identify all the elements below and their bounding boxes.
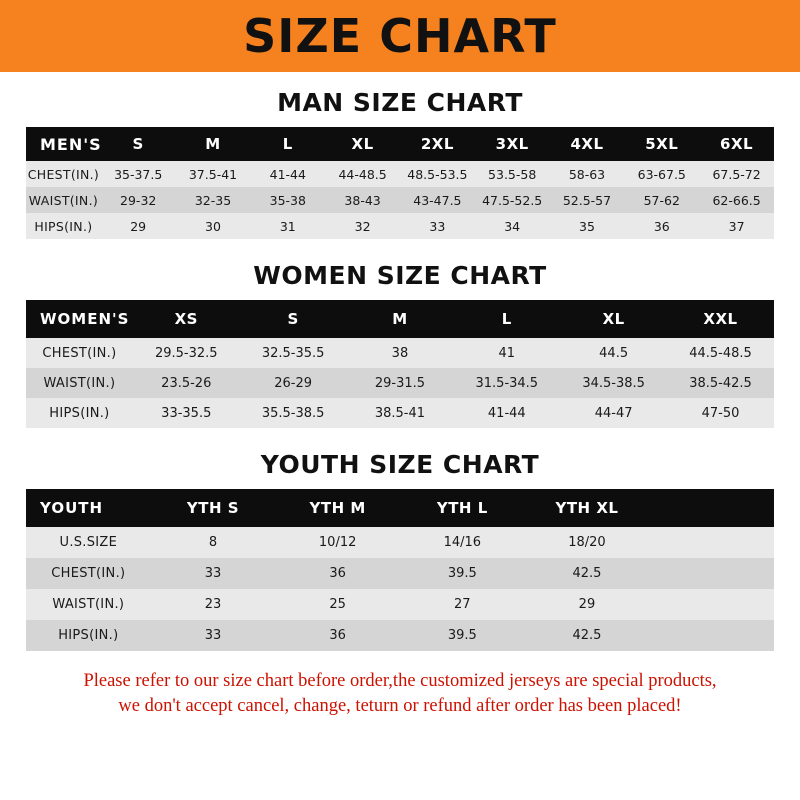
youth-header-yth-xl: YTH XL	[525, 489, 650, 527]
table-header-row	[26, 127, 774, 161]
cell: 8	[151, 527, 276, 558]
cell: 34.5-38.5	[560, 368, 667, 398]
cell: 33-35.5	[133, 398, 240, 428]
row-label: U.S.SIZE	[26, 527, 151, 558]
table-header-row	[26, 489, 774, 527]
cell: 48.5-53.5	[400, 161, 475, 187]
cell	[649, 620, 774, 651]
cell: 42.5	[525, 558, 650, 589]
cell: 23	[151, 589, 276, 620]
cell	[649, 589, 774, 620]
table-row	[26, 398, 774, 428]
youth-header-yth-m: YTH M	[275, 489, 400, 527]
cell: 26-29	[240, 368, 347, 398]
women-header-s: S	[240, 300, 347, 338]
content-area	[0, 88, 800, 719]
cell: 42.5	[525, 620, 650, 651]
cell: 30	[176, 213, 251, 239]
man-header-6xl: 6XL	[699, 127, 774, 161]
cell: 29	[101, 213, 176, 239]
cell: 44.5	[560, 338, 667, 368]
row-label: CHEST(IN.)	[26, 161, 101, 187]
header-band	[0, 0, 800, 72]
women-section-title: WOMEN SIZE CHART	[253, 261, 547, 290]
cell: 63-67.5	[624, 161, 699, 187]
youth-header-spacer	[649, 489, 774, 527]
row-label: HIPS(IN.)	[26, 398, 133, 428]
man-size-table	[26, 127, 774, 239]
cell: 37.5-41	[176, 161, 251, 187]
cell: 67.5-72	[699, 161, 774, 187]
cell: 27	[400, 589, 525, 620]
cell: 38	[347, 338, 454, 368]
man-header-l: L	[250, 127, 325, 161]
cell: 29	[525, 589, 650, 620]
man-table-head	[26, 127, 774, 161]
youth-section-title: YOUTH SIZE CHART	[260, 450, 540, 479]
women-header-m: M	[347, 300, 454, 338]
man-section-title: MAN SIZE CHART	[277, 88, 523, 117]
cell: 35	[550, 213, 625, 239]
cell: 18/20	[525, 527, 650, 558]
women-header-xxl: XXL	[667, 300, 774, 338]
man-header-xl: XL	[325, 127, 400, 161]
cell: 36	[275, 558, 400, 589]
cell: 38.5-42.5	[667, 368, 774, 398]
cell: 47-50	[667, 398, 774, 428]
man-header-label: MEN'S	[26, 127, 101, 161]
cell: 33	[400, 213, 475, 239]
man-header-2xl: 2XL	[400, 127, 475, 161]
cell: 29-32	[101, 187, 176, 213]
cell: 29-31.5	[347, 368, 454, 398]
cell: 14/16	[400, 527, 525, 558]
women-header-label: WOMEN'S	[26, 300, 133, 338]
cell: 58-63	[550, 161, 625, 187]
man-header-4xl: 4XL	[550, 127, 625, 161]
women-header-xl: XL	[560, 300, 667, 338]
youth-header-label: YOUTH	[26, 489, 151, 527]
cell: 44.5-48.5	[667, 338, 774, 368]
cell: 32.5-35.5	[240, 338, 347, 368]
cell: 41	[453, 338, 560, 368]
cell: 57-62	[624, 187, 699, 213]
row-label: HIPS(IN.)	[26, 620, 151, 651]
man-table-body	[26, 161, 774, 239]
cell: 33	[151, 620, 276, 651]
youth-header-yth-l: YTH L	[400, 489, 525, 527]
cell: 36	[624, 213, 699, 239]
man-header-5xl: 5XL	[624, 127, 699, 161]
cell: 53.5-58	[475, 161, 550, 187]
table-row	[26, 187, 774, 213]
cell: 23.5-26	[133, 368, 240, 398]
youth-size-table	[26, 489, 774, 651]
cell: 32-35	[176, 187, 251, 213]
cell	[649, 527, 774, 558]
youth-table-head	[26, 489, 774, 527]
cell: 52.5-57	[550, 187, 625, 213]
man-header-m: M	[176, 127, 251, 161]
cell: 37	[699, 213, 774, 239]
row-label: CHEST(IN.)	[26, 338, 133, 368]
table-row	[26, 213, 774, 239]
cell: 39.5	[400, 620, 525, 651]
row-label: CHEST(IN.)	[26, 558, 151, 589]
cell: 29.5-32.5	[133, 338, 240, 368]
table-row	[26, 368, 774, 398]
cell: 32	[325, 213, 400, 239]
youth-header-yth-s: YTH S	[151, 489, 276, 527]
cell: 43-47.5	[400, 187, 475, 213]
row-label: WAIST(IN.)	[26, 589, 151, 620]
table-row	[26, 589, 774, 620]
row-label: HIPS(IN.)	[26, 213, 101, 239]
women-size-table	[26, 300, 774, 428]
cell: 34	[475, 213, 550, 239]
cell: 36	[275, 620, 400, 651]
women-table-head	[26, 300, 774, 338]
table-row	[26, 161, 774, 187]
youth-table-body	[26, 527, 774, 651]
cell: 38-43	[325, 187, 400, 213]
women-header-l: L	[453, 300, 560, 338]
cell: 39.5	[400, 558, 525, 589]
man-header-s: S	[101, 127, 176, 161]
footer-line-2: we don't accept cancel, change, teturn or refund after order has been placed!	[118, 695, 682, 716]
cell: 44-48.5	[325, 161, 400, 187]
cell: 41-44	[453, 398, 560, 428]
footer-note	[26, 669, 774, 719]
footer-line-1: Please refer to our size chart before order,the customized jerseys are special products,	[83, 671, 717, 691]
cell: 35-37.5	[101, 161, 176, 187]
row-label: WAIST(IN.)	[26, 368, 133, 398]
cell: 62-66.5	[699, 187, 774, 213]
page-title: SIZE CHART	[243, 9, 557, 63]
cell: 25	[275, 589, 400, 620]
table-row	[26, 558, 774, 589]
cell: 47.5-52.5	[475, 187, 550, 213]
table-row	[26, 620, 774, 651]
table-row	[26, 338, 774, 368]
table-row	[26, 527, 774, 558]
row-label: WAIST(IN.)	[26, 187, 101, 213]
cell: 10/12	[275, 527, 400, 558]
cell: 35.5-38.5	[240, 398, 347, 428]
table-header-row	[26, 300, 774, 338]
cell: 41-44	[250, 161, 325, 187]
man-header-3xl: 3XL	[475, 127, 550, 161]
cell: 33	[151, 558, 276, 589]
cell: 35-38	[250, 187, 325, 213]
cell: 44-47	[560, 398, 667, 428]
cell: 31	[250, 213, 325, 239]
women-table-body	[26, 338, 774, 428]
cell: 38.5-41	[347, 398, 454, 428]
cell: 31.5-34.5	[453, 368, 560, 398]
cell	[649, 558, 774, 589]
women-header-xs: XS	[133, 300, 240, 338]
